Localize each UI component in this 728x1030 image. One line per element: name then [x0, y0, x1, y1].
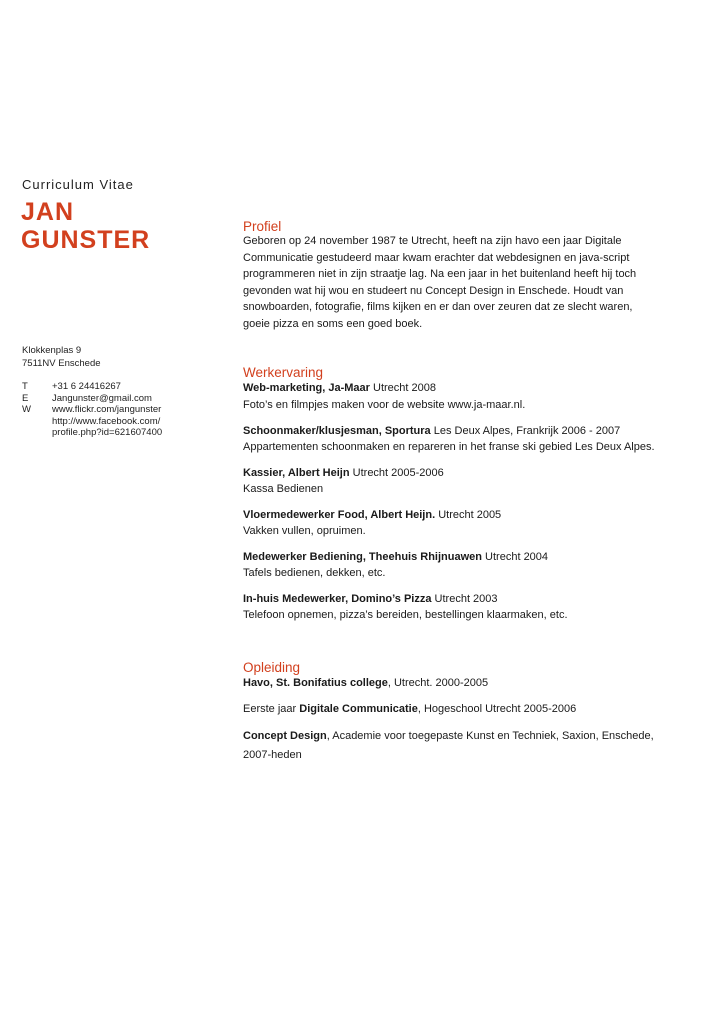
job-meta: Utrecht 2003 — [431, 593, 498, 605]
first-name: JAN — [21, 198, 75, 226]
contact-block — [22, 381, 162, 439]
contact-value: profile.php?id=621607400 — [52, 427, 163, 438]
section-profiel — [243, 219, 713, 332]
job-description: Telefoon opnemen, pizza’s bereiden, bestellingen klaarmaken, etc. — [243, 609, 568, 621]
job-heading — [243, 423, 713, 439]
contact-value: http://www.facebook.com/ — [52, 415, 161, 427]
job-heading — [243, 591, 713, 607]
contact-key — [22, 416, 52, 428]
job-item — [243, 591, 713, 623]
profiel-text — [243, 233, 713, 332]
profiel-line: Geboren op 24 november 1987 te Utrecht, heeft na zijn havo een jaar Digitale — [243, 235, 622, 247]
education-title: Havo, St. Bonifatius college — [243, 677, 388, 689]
section-title-werkervaring: Werkervaring — [243, 365, 324, 380]
job-item — [243, 507, 713, 539]
job-heading — [243, 507, 713, 523]
contact-key — [22, 427, 52, 439]
contact-key: W — [22, 404, 31, 415]
contact-row-email — [22, 393, 162, 405]
job-title: Schoonmaker/klusjesman, Sportura — [243, 425, 431, 437]
contact-row-web-2 — [22, 416, 162, 428]
profiel-line: goeie pizza en soms een goed boek. — [243, 317, 423, 330]
job-description: Tafels bedienen, dekken, etc. — [243, 567, 386, 579]
education-meta: , Hogeschool Utrecht 2005-2006 — [417, 703, 577, 715]
job-item — [243, 423, 713, 455]
contact-key: T — [22, 381, 28, 392]
job-meta: Utrecht 2008 — [369, 382, 436, 394]
job-meta: Les Deux Alpes, Frankrijk 2006 - 2007 — [430, 425, 621, 437]
job-item — [243, 380, 713, 413]
section-werkervaring — [243, 365, 713, 633]
profiel-line: Communicatie gestudeerd maar kwam erachter dat webdesignen en java-script — [243, 251, 630, 264]
profiel-line: programmeren niet in zijn straatje lag. Na een jaar in het buitenland heeft hij toch — [243, 268, 637, 280]
contact-value: www.flickr.com/jangunster — [52, 404, 162, 415]
contact-row-phone — [22, 381, 162, 393]
job-description: Appartementen schoonmaken en repareren in het franse ski gebied Les Deux Alpes. — [243, 441, 655, 453]
address-street: Klokkenplas 9 — [22, 345, 82, 356]
job-description: Kassa Bedienen — [243, 483, 324, 495]
education-prefix: Eerste jaar — [243, 703, 300, 715]
education-meta: , Academie voor toegepaste Kunst en Techniek, Saxion, Enschede, — [326, 730, 654, 742]
section-opleiding — [243, 660, 713, 775]
address-block — [22, 344, 101, 370]
cv-label: Curriculum Vitae — [22, 177, 134, 192]
job-item — [243, 465, 713, 497]
job-heading — [243, 380, 713, 396]
contact-value: +31 6 24416267 — [52, 381, 121, 392]
job-description: Foto’s en filmpjes maken voor de website www.ja-maar.nl. — [243, 399, 526, 411]
contact-row-web — [22, 404, 162, 416]
job-title: Kassier, Albert Heijn — [243, 467, 350, 479]
job-title: Vloermedewerker Food, Albert Heijn. — [243, 509, 436, 521]
contact-row-web-3 — [22, 427, 162, 439]
job-title: Web-marketing, Ja-Maar — [243, 382, 370, 394]
last-name: GUNSTER — [21, 226, 151, 254]
job-heading — [243, 465, 713, 481]
education-continuation: 2007-heden — [243, 749, 302, 761]
name-heading — [21, 198, 150, 254]
job-title: In-huis Medewerker, Domino’s Pizza — [243, 593, 432, 605]
education-title: Concept Design — [243, 730, 327, 742]
job-meta: Utrecht 2004 — [482, 551, 549, 563]
section-title-opleiding: Opleiding — [243, 660, 301, 675]
education-item — [243, 675, 713, 691]
job-item — [243, 549, 713, 581]
address-city: 7511NV Enschede — [22, 358, 101, 369]
job-description: Vakken vullen, opruimen. — [243, 525, 366, 537]
education-title: Digitale Communicatie — [299, 703, 418, 715]
section-title-profiel: Profiel — [243, 219, 282, 234]
profiel-line: snowboarden, fotografie, films kijken en er dan over zeuren dat ze slecht waren, — [243, 301, 633, 313]
contact-key: E — [22, 392, 29, 404]
education-meta: , Utrecht. 2000-2005 — [387, 677, 489, 689]
job-heading — [243, 549, 713, 565]
education-item — [243, 701, 713, 717]
job-meta: Utrecht 2005 — [435, 509, 502, 521]
education-item — [243, 727, 713, 765]
job-title: Medewerker Bediening, Theehuis Rhijnuawen — [243, 551, 482, 563]
job-meta: Utrecht 2005-2006 — [349, 467, 444, 479]
contact-value: Jangunster@gmail.com — [52, 392, 152, 404]
profiel-line: gevonden wat hij wou en studeert nu Concept Design in Enschede. Houdt van — [243, 284, 624, 297]
